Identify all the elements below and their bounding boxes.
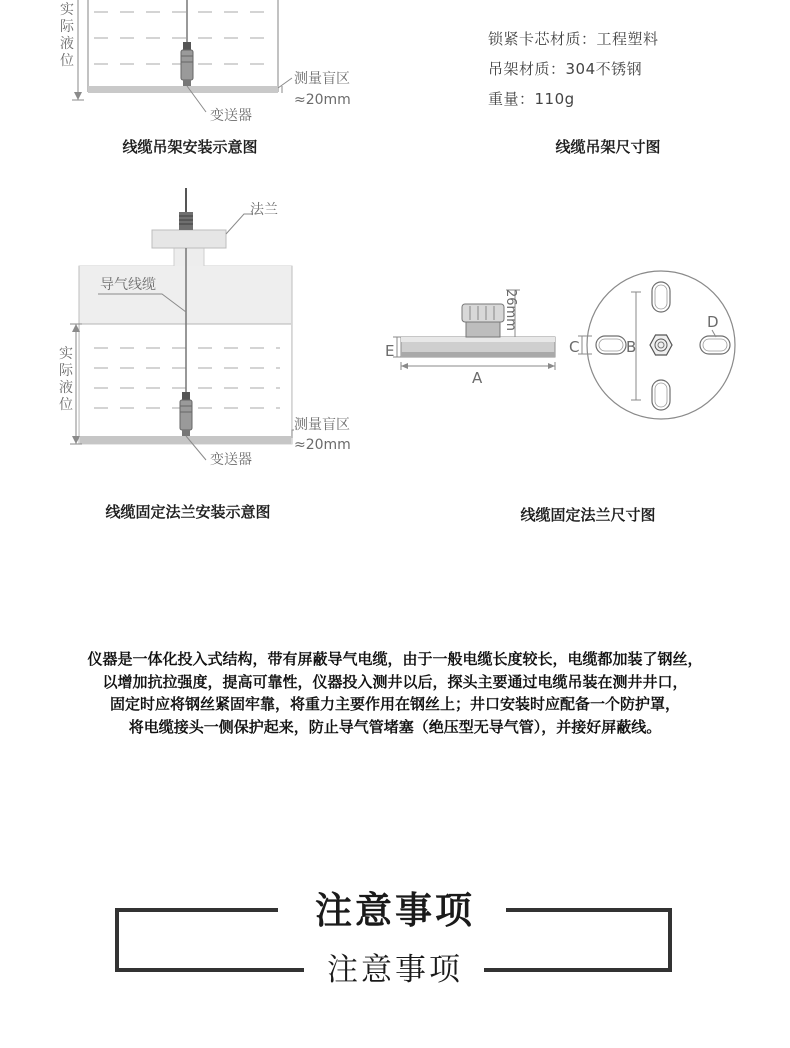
installation-description	[0, 648, 790, 738]
description-line: 以增加抗拉强度，提高可靠性，仪器投入测井以后，探头主要通过电缆吊装在测井井口，	[102, 672, 688, 691]
flange-installation-caption: 线缆固定法兰安装示意图	[105, 503, 271, 521]
notice-title: 注意事项	[315, 889, 475, 932]
top-blind-zone-label: 测量盲区	[294, 71, 350, 87]
flange-level-char-1: 实	[59, 346, 73, 362]
dimension-b-label: B	[626, 338, 637, 356]
lock-core-material: 锁紧卡芯材质：工程塑料	[488, 30, 659, 48]
dimension-a-label: A	[472, 369, 483, 387]
flange-level-char-3: 液	[59, 380, 73, 396]
description-line: 固定时应将钢丝紧固牢靠，将重力主要作用在钢丝上；井口安装时应配备一个防护罩，	[109, 695, 680, 713]
dimension-d-label: D	[707, 313, 719, 331]
top-level-char-2: 际	[60, 19, 74, 35]
dimension-height-label: 26mm	[503, 289, 518, 331]
top-level-char-3: 液	[60, 36, 74, 52]
flange-level-char-2: 际	[59, 363, 73, 379]
description-line: 将电缆接头一侧保护起来，防止导气管堵塞（绝压型无导气管），并接好屏蔽线。	[128, 717, 662, 736]
flange-side-view	[393, 290, 555, 370]
flange-blind-zone-size: ≈20mm	[294, 437, 351, 453]
top-blind-zone-size: ≈20mm	[294, 92, 351, 108]
flange-installation-diagram	[70, 188, 294, 460]
cable-label: 导气线缆	[100, 277, 156, 293]
hanger-material: 吊架材质：304不锈钢	[488, 60, 643, 78]
hanger-weight: 重量：110g	[488, 90, 575, 108]
hanger-dimension-caption: 线缆吊架尺寸图	[555, 138, 661, 156]
top-level-char-1: 实	[60, 2, 74, 18]
hanger-installation-diagram	[72, 0, 292, 112]
top-transmitter-label: 变送器	[210, 108, 252, 124]
notice-subtitle: 注意事项	[327, 952, 463, 988]
flange-level-char-4: 位	[59, 397, 73, 413]
flange-dimension-caption: 线缆固定法兰尺寸图	[520, 506, 656, 524]
flange-transmitter-label: 变送器	[210, 452, 252, 468]
hanger-installation-caption: 线缆吊架安装示意图	[122, 138, 258, 156]
top-level-char-4: 位	[60, 53, 74, 69]
dimension-e-label: E	[385, 342, 395, 360]
flange-label: 法兰	[250, 202, 278, 218]
flange-blind-zone-label: 测量盲区	[294, 417, 350, 433]
flange-top-view	[578, 271, 735, 419]
dimension-c-label: C	[569, 338, 580, 356]
description-line: 仪器是一体化投入式结构，带有屏蔽导气电缆，由于一般电缆长度较长，电缆都加装了钢丝，	[87, 650, 703, 668]
